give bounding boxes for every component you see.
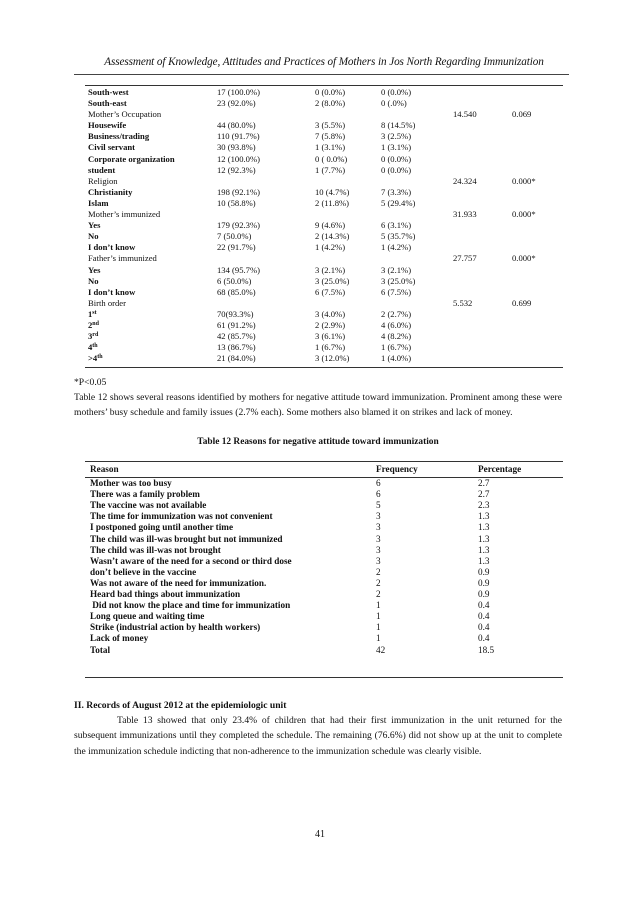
cell-c6: 0.699: [512, 297, 532, 308]
cell-c4: [381, 109, 453, 120]
cell-frequency: 6: [376, 489, 381, 500]
table12-header-row: [90, 464, 560, 478]
table11-row: [88, 176, 563, 187]
cell-c2: 6 (50.0%): [217, 275, 252, 286]
row-label: Father’s immunized: [88, 253, 157, 264]
cell-c5: [453, 198, 512, 209]
cell-c3: [315, 298, 381, 309]
cell-c6: [512, 320, 563, 331]
cell-c6: [512, 242, 563, 253]
row-label: Housewife: [88, 120, 127, 131]
row-label: No: [88, 231, 99, 242]
cell-frequency: 3: [376, 522, 381, 533]
cell-c6: [512, 165, 563, 176]
table12-top-rule: [85, 461, 563, 462]
cell-c2: 134 (95.7%): [217, 264, 260, 275]
cell-c2: 12 (92.3%): [217, 164, 256, 175]
cell-c3: 2 (2.9%): [315, 319, 346, 330]
cell-c4: 4 (6.0%): [381, 319, 412, 330]
cell-c2: 68 (85.0%): [217, 286, 256, 297]
row-label: 2nd: [88, 319, 99, 330]
cell-c6: [512, 98, 563, 109]
table11-row: [88, 309, 563, 320]
table11-row: [88, 142, 563, 153]
table11-row: [88, 287, 563, 298]
cell-percentage: 0.9: [478, 566, 490, 577]
row-label: student: [88, 164, 116, 175]
paragraph-records: [74, 713, 562, 759]
cell-c4: 4 (8.2%): [381, 331, 412, 342]
cell-c3: 2 (8.0%): [315, 98, 346, 109]
table12-row: [90, 545, 560, 556]
paragraph-table12-intro: Table 12 shows several reasons identified by mothers for negative attitude toward immunization. Prominent among these were mothers’ busy schedule and family issues (2.7% each). Some mothers also blamed it on strikes and lack of money.: [74, 392, 562, 419]
cell-frequency: 2: [376, 589, 381, 600]
cell-reason: Did not know the place and time for immunization: [90, 600, 291, 611]
cell-c5: [453, 242, 512, 253]
cell-frequency: 5: [376, 500, 381, 511]
cell-frequency: 6: [376, 478, 381, 489]
cell-c4: 1 (3.1%): [381, 142, 412, 153]
cell-c3: 0 (0.0%): [315, 87, 346, 97]
table12-row: [90, 600, 560, 611]
table11-row: [88, 120, 563, 131]
header-percentage: Percentage: [478, 464, 522, 474]
table11-row: [88, 231, 563, 242]
row-label: Birth order: [88, 297, 126, 308]
table12-bottom-rule: [85, 677, 563, 678]
cell-c3: 3 (4.0%): [315, 308, 346, 319]
cell-percentage: 0.9: [478, 589, 490, 600]
cell-reason: The vaccine was not available: [90, 500, 207, 511]
table12-row: [90, 589, 560, 600]
table11-row: [88, 276, 563, 287]
cell-percentage: 1.3: [478, 511, 490, 522]
cell-c3: 9 (4.6%): [315, 220, 346, 231]
cell-reason: There was a family problem: [90, 489, 200, 500]
cell-frequency: 2: [376, 566, 381, 577]
cell-percentage: 1.3: [478, 522, 490, 533]
cell-c4: 1 (6.7%): [381, 342, 412, 353]
table12-row: [90, 633, 560, 644]
cell-c2: 42 (85.7%): [217, 331, 256, 342]
cell-c5: [453, 120, 512, 131]
cell-c2: 23 (92.0%): [217, 98, 256, 109]
row-label: I don’t know: [88, 242, 136, 253]
table11-row: [88, 242, 563, 253]
cell-c2: 21 (84.0%): [217, 353, 256, 364]
cell-c4: 3 (2.1%): [381, 264, 412, 275]
cell-c3: 3 (25.0%): [315, 275, 350, 286]
table11-top-rule: [85, 85, 563, 86]
cell-c5: [453, 98, 512, 109]
cell-c5: [453, 287, 512, 298]
cell-c3: [315, 109, 381, 120]
cell-c4: [381, 176, 453, 187]
footnote: *P<0.05: [74, 377, 107, 388]
cell-reason: Strike (industrial action by health workers): [90, 622, 261, 633]
cell-c5: 24.324: [453, 175, 477, 186]
table12-row: [90, 534, 560, 545]
cell-c2: 22 (91.7%): [217, 242, 256, 253]
row-label: South-east: [88, 98, 127, 109]
cell-c2: 70(93.3%): [217, 308, 254, 319]
cell-c3: [315, 176, 381, 187]
cell-c3: [315, 253, 381, 264]
cell-percentage: 1.3: [478, 533, 490, 544]
table11-row: [88, 353, 563, 364]
table12-row: [90, 556, 560, 567]
table11-row: [88, 298, 563, 309]
cell-reason: I postponed going until another time: [90, 522, 234, 533]
row-label: Civil servant: [88, 142, 136, 153]
row-label: Religion: [88, 175, 118, 186]
cell-percentage: 1.3: [478, 544, 490, 555]
cell-c2: 12 (100.0%): [217, 153, 260, 164]
cell-c5: [453, 265, 512, 276]
row-label: Yes: [88, 220, 101, 231]
cell-c4: 6 (3.1%): [381, 220, 412, 231]
cell-c5: [453, 353, 512, 364]
cell-frequency: 2: [376, 577, 381, 588]
cell-c6: [512, 331, 563, 342]
cell-c4: 3 (2.5%): [381, 131, 412, 142]
cell-percentage: 1.3: [478, 555, 490, 566]
table12-row: [90, 567, 560, 578]
cell-c3: 1 (7.7%): [315, 164, 346, 175]
header-reason: Reason: [90, 464, 119, 474]
row-label: I don’t know: [88, 286, 136, 297]
table11-row: [88, 109, 563, 120]
table11-row: [88, 209, 563, 220]
cell-c6: 0.069: [512, 109, 532, 120]
cell-frequency: 1: [376, 633, 381, 644]
cell-c3: 1 (6.7%): [315, 342, 346, 353]
row-label: Mother’s Occupation: [88, 109, 162, 120]
cell-c4: 2 (2.7%): [381, 308, 412, 319]
cell-c6: [512, 220, 563, 231]
cell-reason: Wasn’t aware of the need for a second or third dose: [90, 555, 292, 566]
cell-c6: [512, 276, 563, 287]
cell-percentage: 2.3: [478, 500, 490, 511]
cell-c3: 6 (7.5%): [315, 286, 346, 297]
cell-c6: [512, 309, 563, 320]
table11-row: [88, 98, 563, 109]
cell-percentage: 0.4: [478, 611, 490, 622]
row-label: 3rd: [88, 331, 99, 342]
cell-c4: 7 (3.3%): [381, 186, 412, 197]
cell-reason: Long queue and waiting time: [90, 611, 205, 622]
cell-c5: [453, 276, 512, 287]
cell-c4: 0 (.0%): [381, 98, 407, 109]
cell-c5: [453, 87, 512, 98]
cell-c4: [381, 253, 453, 264]
cell-c6: [512, 131, 563, 142]
cell-c3: 3 (12.0%): [315, 353, 350, 364]
cell-reason: The child was ill-was brought but not immunized: [90, 533, 283, 544]
cell-percentage: 2.7: [478, 478, 490, 489]
table12-caption: Table 12 Reasons for negative attitude toward immunization: [197, 437, 439, 447]
cell-c4: 3 (25.0%): [381, 275, 416, 286]
table11-row: [88, 220, 563, 231]
cell-reason: Total: [90, 644, 111, 655]
cell-frequency: 42: [376, 644, 386, 655]
cell-c3: 2 (11.8%): [315, 197, 350, 208]
table12-row: [90, 578, 560, 589]
cell-frequency: 3: [376, 555, 381, 566]
row-label: Christianity: [88, 186, 133, 197]
cell-percentage: 0.4: [478, 600, 490, 611]
table11-row: [88, 165, 563, 176]
cell-c3: 3 (2.1%): [315, 264, 346, 275]
cell-c2: 7 (50.0%): [217, 231, 252, 242]
cell-percentage: 0.9: [478, 577, 490, 588]
cell-c6: [512, 142, 563, 153]
header-rule: [74, 74, 569, 75]
cell-frequency: 1: [376, 600, 381, 611]
cell-c5: [453, 320, 512, 331]
cell-c5: [453, 342, 512, 353]
row-label: Business/trading: [88, 131, 150, 142]
cell-frequency: 3: [376, 544, 381, 555]
cell-c5: [453, 187, 512, 198]
cell-c5: [453, 331, 512, 342]
table11-bottom-rule: [85, 367, 563, 368]
table11-row: [88, 87, 563, 98]
row-label: South-west: [88, 87, 129, 97]
cell-c4: 8 (14.5%): [381, 120, 416, 131]
row-label: >4th: [88, 353, 103, 364]
cell-c4: 6 (7.5%): [381, 286, 412, 297]
cell-c5: 14.540: [453, 109, 477, 120]
table11-row: [88, 187, 563, 198]
cell-c6: [512, 353, 563, 364]
cell-c2: 44 (80.0%): [217, 120, 256, 131]
table12-row: [90, 611, 560, 622]
cell-c5: 27.757: [453, 253, 477, 264]
cell-c5: [453, 231, 512, 242]
cell-c2: [217, 298, 315, 309]
cell-c2: [217, 176, 315, 187]
row-label: Islam: [88, 197, 109, 208]
cell-c4: [381, 298, 453, 309]
cell-c3: 3 (5.5%): [315, 120, 346, 131]
cell-c2: 17 (100.0%): [217, 87, 260, 97]
cell-reason: The child was ill-was not brought: [90, 544, 221, 555]
table11-row: [88, 253, 563, 264]
cell-c6: 0.000*: [512, 209, 536, 220]
cell-c5: [453, 220, 512, 231]
cell-c6: 0.000*: [512, 253, 536, 264]
cell-frequency: 3: [376, 533, 381, 544]
cell-reason: don’t believe in the vaccine: [90, 566, 197, 577]
cell-c5: [453, 309, 512, 320]
cell-percentage: 18.5: [478, 644, 495, 655]
cell-c2: 110 (91.7%): [217, 131, 260, 142]
row-label: Corporate organization: [88, 153, 175, 164]
cell-c6: [512, 154, 563, 165]
table11-continued: [88, 87, 563, 364]
cell-c4: [381, 209, 453, 220]
cell-c2: 13 (86.7%): [217, 342, 256, 353]
cell-c2: 10 (58.8%): [217, 197, 256, 208]
table12-row: [90, 511, 560, 522]
cell-c6: [512, 231, 563, 242]
table11-row: [88, 265, 563, 276]
cell-reason: Lack of money: [90, 633, 149, 644]
section-heading: II. Records of August 2012 at the epidemiologic unit: [74, 700, 287, 711]
cell-c2: [217, 109, 315, 120]
table12-row: [90, 622, 560, 633]
table12-row: [90, 645, 560, 656]
cell-c4: 0 (0.0%): [381, 153, 412, 164]
cell-c5: [453, 142, 512, 153]
table11-row: [88, 331, 563, 342]
row-label: No: [88, 275, 99, 286]
cell-percentage: 0.4: [478, 622, 490, 633]
cell-c4: 0 (0.0%): [381, 164, 412, 175]
table11-row: [88, 198, 563, 209]
cell-c6: 0.000*: [512, 175, 536, 186]
table11-row: [88, 320, 563, 331]
table12-row: [90, 500, 560, 511]
cell-frequency: 1: [376, 622, 381, 633]
table12-row: [90, 489, 560, 500]
cell-frequency: 1: [376, 611, 381, 622]
cell-c3: 10 (4.7%): [315, 186, 350, 197]
cell-c6: [512, 265, 563, 276]
cell-frequency: 3: [376, 511, 381, 522]
cell-c4: 5 (29.4%): [381, 197, 416, 208]
cell-c3: 2 (14.3%): [315, 231, 350, 242]
cell-c3: 1 (4.2%): [315, 242, 346, 253]
cell-c5: [453, 165, 512, 176]
cell-c3: [315, 209, 381, 220]
page-number: 41: [315, 829, 325, 840]
cell-c6: [512, 287, 563, 298]
cell-percentage: 2.7: [478, 489, 490, 500]
row-label: Mother’s immunized: [88, 209, 161, 220]
cell-reason: Mother was too busy: [90, 478, 172, 489]
row-label: Yes: [88, 264, 101, 275]
cell-c5: [453, 154, 512, 165]
cell-c4: 0 (0.0%): [381, 87, 412, 97]
cell-percentage: 0.4: [478, 633, 490, 644]
cell-c3: 1 (3.1%): [315, 142, 346, 153]
row-label: 1st: [88, 308, 97, 319]
table12-row: [90, 522, 560, 533]
header-frequency: Frequency: [376, 464, 418, 474]
cell-c2: 61 (91.2%): [217, 319, 256, 330]
cell-c6: [512, 342, 563, 353]
cell-c4: 1 (4.2%): [381, 242, 412, 253]
cell-reason: The time for immunization was not convenient: [90, 511, 273, 522]
cell-c2: 179 (92.3%): [217, 220, 260, 231]
cell-c2: [217, 253, 315, 264]
table12-row: [90, 478, 560, 489]
cell-c3: 0 ( 0.0%): [315, 153, 348, 164]
paragraph-records-text: Table 13 showed that only 23.4% of children that had their first immunization in the unit returned for the subsequent immunizations until they completed the schedule. The remaining (76.6%) did not show up at the unit to complete the immunization schedule indicting that non-adherence to the immunization schedule was clearly visible.: [74, 715, 562, 757]
cell-c2: 198 (92.1%): [217, 186, 260, 197]
cell-c6: [512, 198, 563, 209]
table11-row: [88, 154, 563, 165]
cell-c6: [512, 120, 563, 131]
cell-c3: 3 (6.1%): [315, 331, 346, 342]
cell-c4: 1 (4.0%): [381, 353, 412, 364]
row-label: 4th: [88, 342, 98, 353]
cell-c6: [512, 87, 563, 98]
table12-header-rule: [85, 477, 563, 478]
cell-c2: [217, 209, 315, 220]
cell-c2: 30 (93.8%): [217, 142, 256, 153]
cell-c4: 5 (35.7%): [381, 231, 416, 242]
cell-c3: 7 (5.8%): [315, 131, 346, 142]
cell-c5: 31.933: [453, 209, 477, 220]
running-header: Assessment of Knowledge, Attitudes and Practices of Mothers in Jos North Regarding Immunization: [104, 56, 544, 68]
cell-c6: [512, 187, 563, 198]
table11-row: [88, 342, 563, 353]
table12: [90, 464, 560, 656]
cell-c5: [453, 131, 512, 142]
cell-reason: Was not aware of the need for immunization.: [90, 577, 267, 588]
table11-row: [88, 131, 563, 142]
cell-reason: Heard bad things about immunization: [90, 589, 241, 600]
cell-c5: 5.532: [453, 297, 473, 308]
